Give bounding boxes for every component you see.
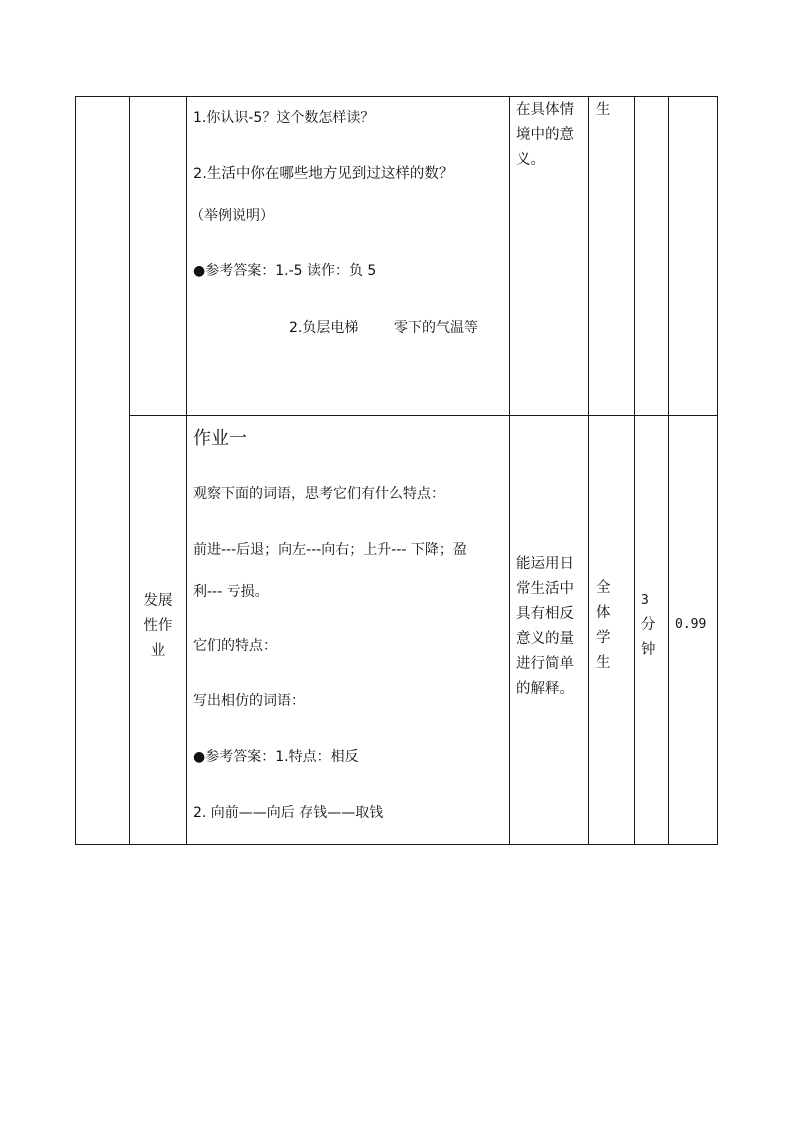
- row-divider: [129, 415, 718, 416]
- row2-score: 0.99: [675, 617, 707, 632]
- col-border: [509, 96, 510, 845]
- target-char: 全: [596, 580, 611, 596]
- col-border: [186, 96, 187, 845]
- answer-2-part-b: 零下的气温等: [394, 320, 478, 336]
- feature-prompt: 它们的特点：: [193, 638, 277, 654]
- answer-1: ●参考答案：1.特点：相反: [193, 749, 359, 765]
- goal-line: 具有相反: [516, 606, 574, 622]
- row1-goal: [516, 98, 590, 173]
- category-line: 性作: [143, 618, 173, 634]
- instruction: 观察下面的词语，思考它们有什么特点：: [193, 486, 445, 502]
- col-border: [717, 96, 718, 845]
- assignment-table: [75, 96, 718, 845]
- word-pairs-line-2: 利--- 亏损。: [193, 584, 269, 600]
- time-unit: 分: [641, 617, 656, 633]
- row1-target: 生: [596, 102, 611, 118]
- write-prompt: 写出相仿的词语：: [193, 693, 305, 709]
- question-2: 2.生活中你在哪些地方见到过这样的数？: [193, 166, 454, 182]
- table-top-border: [75, 96, 718, 97]
- goal-line: 境中的意: [516, 127, 574, 143]
- col-border: [634, 96, 635, 845]
- goal-line: 意义的量: [516, 631, 574, 647]
- answer-2-part-a: 2.负层电梯: [289, 320, 359, 336]
- answer-1: ●参考答案：1.-5 读作：负 5: [193, 263, 377, 279]
- assignment-title: 作业一: [193, 428, 247, 449]
- row2-target: [596, 576, 616, 676]
- col-border: [668, 96, 669, 845]
- category-line: 发展: [143, 593, 173, 609]
- time-unit: 钟: [641, 642, 656, 658]
- question-1: 1.你认识-5？这个数怎样读？: [193, 110, 375, 126]
- answer-2: 2. 向前——向后 存钱——取钱: [193, 805, 384, 821]
- row2-category: [131, 589, 185, 664]
- goal-line: 在具体情: [516, 102, 574, 118]
- category-line: 业: [150, 643, 166, 659]
- word-pairs-line-1: 前进---后退；向左---向右；上升--- 下降；盈: [193, 542, 467, 558]
- col-border: [129, 96, 130, 845]
- table-bottom-border: [75, 844, 718, 845]
- question-2-note: （举例说明）: [190, 208, 274, 224]
- row2-time: [641, 588, 671, 663]
- target-char: 生: [596, 655, 611, 671]
- goal-line: 进行简单: [516, 656, 574, 672]
- goal-line: 能运用日: [516, 556, 574, 572]
- goal-line: 义。: [516, 152, 545, 168]
- row2-goal: [516, 552, 590, 702]
- col-border: [75, 96, 76, 845]
- col-border: [588, 96, 589, 845]
- time-value: 3: [641, 593, 649, 608]
- target-char: 体: [596, 605, 611, 621]
- goal-line: 常生活中: [516, 581, 574, 597]
- target-char: 学: [596, 630, 611, 646]
- goal-line: 的解释。: [516, 681, 574, 697]
